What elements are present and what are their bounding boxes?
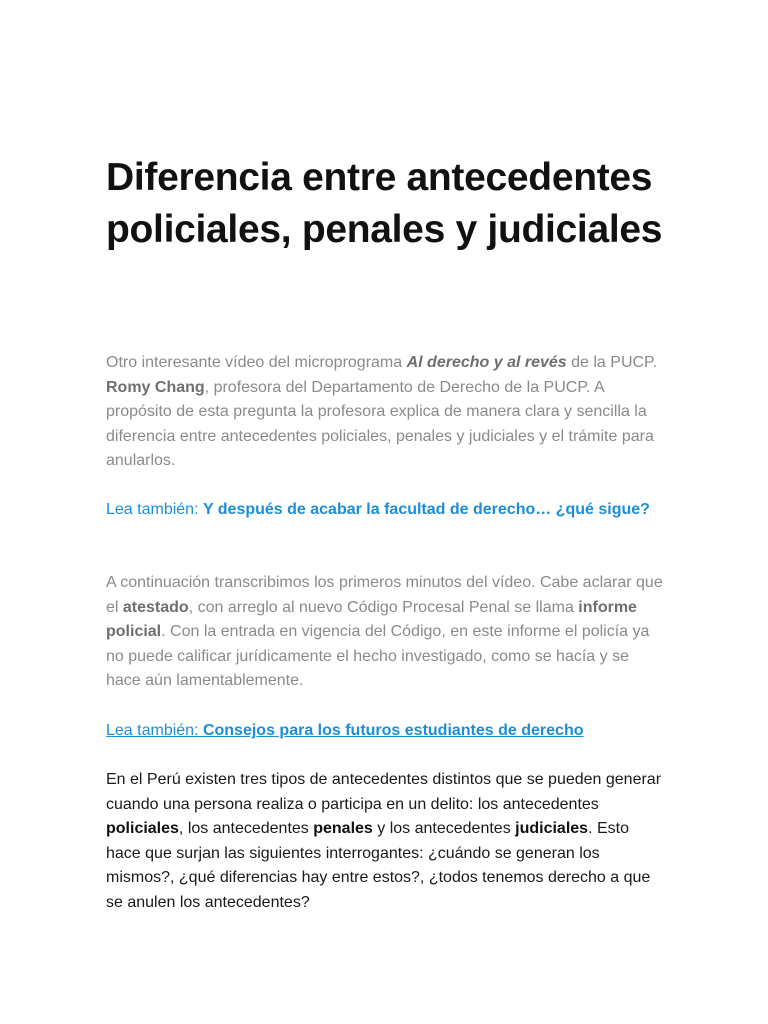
body-text-4: . Esto hace que surjan las siguientes interrogantes: ¿cuándo se generan los mismos?, ¿qué diferencias hay entre estos?, ¿todos tenemos derecho a que se anulen los antecedentes? [106,820,651,911]
see-also-1-prefix: Lea también: [106,501,203,518]
see-also-1-link[interactable]: Y después de acabar la facultad de derecho… ¿qué sigue? [202,501,650,518]
transcript-text-2: , con arreglo al nuevo Código Procesal Penal se llama [188,598,579,616]
see-also-2-prefix: Lea también: [106,722,203,739]
keyword-policiales: policiales [106,820,179,837]
see-also-2-link-text: Consejos para los futuros estudiantes de derecho [202,722,584,739]
term-atestado: atestado [122,598,189,616]
transcript-text-1: A continuación transcribimos los primeros minutos del vídeo. Cabe aclarar que el [106,574,663,616]
program-name: Al derecho y al revés [406,354,567,371]
intro-paragraph [106,351,666,474]
transcript-paragraph [106,571,666,694]
intro-text-3: , profesora del Departamento de Derecho de la PUCP. A propósito de esta pregunta la profesora explica de manera clara y sencilla la diferencia entre antecedentes policiales, penales y judiciales y el trámite para anularlos. [106,378,654,469]
body-paragraph [106,768,666,915]
person-name: Romy Chang [106,378,205,396]
body-text-2: , los antecedentes [178,820,314,837]
see-also-2 [106,719,666,744]
body-text-1: En el Perú existen tres tipos de antecedentes distintos que se pueden generar cuando una persona realiza o participa en un delito: los antecedentes [106,771,662,813]
term-informe-policial: informe policial [106,598,637,640]
keyword-judiciales: judiciales [515,820,589,837]
intro-text-1: Otro interesante vídeo del microprograma [106,354,407,371]
transcript-text-3: . Con la entrada en vigencia del Código, en este informe el policía ya no puede calificar jurídicamente el hecho investigado, como se hacía y se hace aún lamentablemente. [106,623,650,689]
intro-text-2: de la PUCP. [566,354,658,371]
keyword-penales: penales [313,820,373,837]
body-text-3: y los antecedentes [372,820,516,837]
see-also-2-link[interactable] [106,722,583,739]
see-also-1 [106,498,666,523]
article-title: Diferencia entre antecedentes policiales, penales y judiciales [106,156,663,251]
